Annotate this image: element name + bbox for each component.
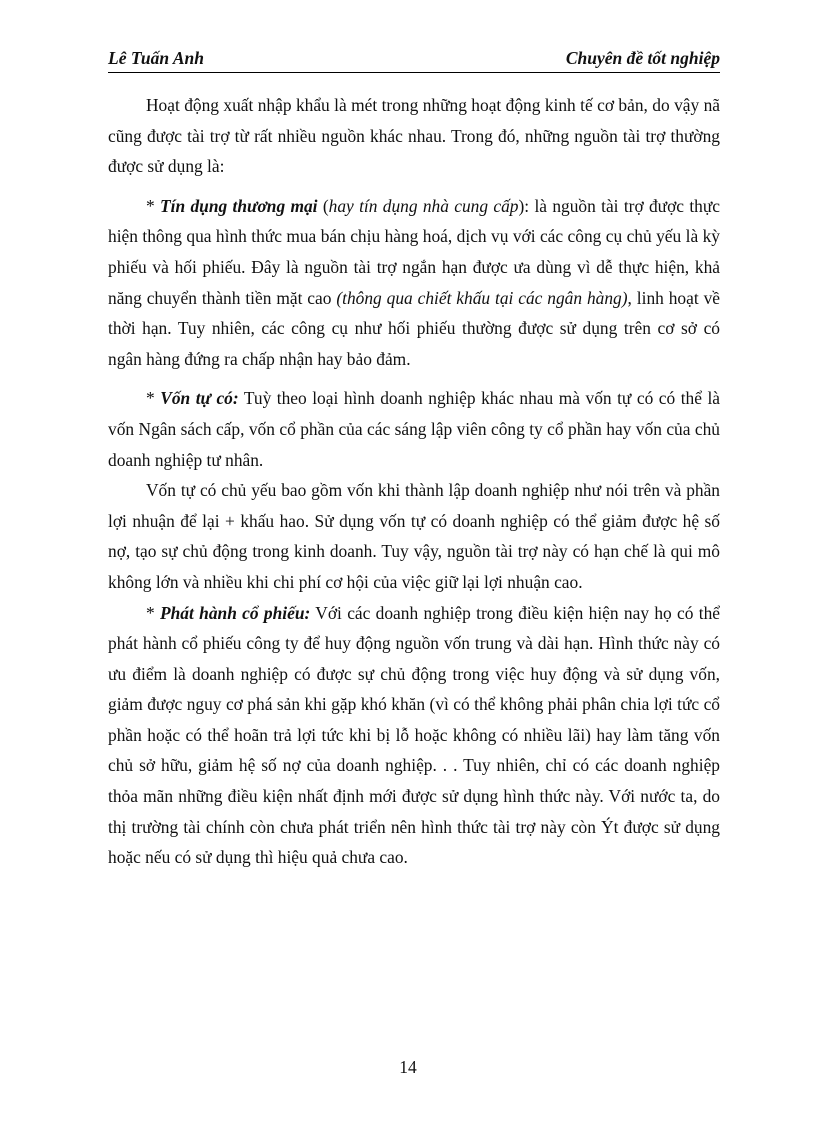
bullet-mark: * [146, 602, 161, 623]
document-body [108, 90, 720, 873]
header-author: Lê Tuấn Anh [108, 48, 204, 68]
paragraph-own-capital: * Vốn tự có: Tuỳ theo loại hình doanh nghiệp khác nhau mà vốn tự có có thể là vốn Ngân sách cấp, vốn cổ phần của các sáng lập viên công ty cổ phần hay vốn của chủ doanh nghiệp tư nhân. [108, 388, 721, 470]
paragraph-intro: Hoạt động xuất nhập khẩu là mét trong những hoạt động kinh tế cơ bản, do vậy nã cũng được tài trợ từ rất nhiều nguồn khác nhau. Trong đó, những nguồn tài trợ thường được sử dụng là: [108, 95, 720, 177]
italic-note: (thông qua chiết khấu tại các ngân hàng) [336, 287, 628, 308]
paragraph-share-issue: * Phát hành cổ phiếu: Với các doanh nghiệp trong điều kiện hiện nay họ có thể phát hành cổ phiếu công ty để huy động nguồn vốn trung và dài hạn. Hình thức này có ưu điểm là doanh nghiệp có được sự chủ động trong việc huy động và sử dụng vốn, giảm được nguy cơ phá sản khi gặp khó khăn (vì có thể không phải phân chia lợi tức cổ phần hoặc có thể hoãn trả lợi tức khi bị lỗ hoặc không có nhiều lãi) hay làm tăng vốn chủ sở hữu, giảm hệ số nợ của doanh nghiệp. . . Tuy nhiên, chỉ có các doanh nghiệp thỏa mãn những điều kiện nhất định mới được sử dụng hình thức này. Với nước ta, do thị trường tài chính còn chưa phát triển nên hình thức tài trợ này còn Ýt được sử dụng hoặc nếu có sử dụng thì hiệu quả chưa cao. [108, 602, 721, 868]
paragraph-trade-credit: * Tín dụng thương mại (hay tín dụng nhà cung cấp): là nguồn tài trợ được thực hiện thông qua hình thức mua bán chịu hàng hoá, dịch vụ với các công cụ chủ yếu là kỳ phiếu và hối phiếu. Đây là nguồn tài trợ ngắn hạn được ưa dùng vì dễ thực hiện, khả năng chuyển thành tiền mặt cao (thông qua chiết khấu tại các ngân hàng), linh hoạt về thời hạn. Tuy nhiên, các công cụ như hối phiếu thường được sử dụng trên cơ sở có ngân hàng đứng ra chấp nhận hay bảo đảm. [108, 195, 720, 369]
term-note: hay tín dụng nhà cung cấp [328, 195, 519, 216]
term-share-issue: Phát hành cổ phiếu: [160, 602, 311, 623]
paragraph-own-capital-detail: Vốn tự có chủ yếu bao gồm vốn khi thành lập doanh nghiệp như nói trên và phần lợi nhuận để lại + khấu hao. Sử dụng vốn tự có doanh nghiệp có thể giảm được hệ số nợ, tạo sự chủ động trong kinh doanh. Tuy vậy, nguồn tài trợ này có hạn chế là qui mô không lớn và nhiều khi chi phí cơ hội của việc giữ lại lợi nhuận cao. [108, 480, 720, 592]
bullet-mark: * [146, 195, 161, 216]
page-number: 14 [399, 1057, 417, 1077]
term-trade-credit: Tín dụng thương mại [160, 195, 318, 216]
term-own-capital: Vốn tự có: [160, 388, 239, 409]
bullet-mark: * [146, 388, 161, 409]
page-header [108, 46, 720, 73]
header-title: Chuyên đề tốt nghiệp [565, 48, 720, 68]
